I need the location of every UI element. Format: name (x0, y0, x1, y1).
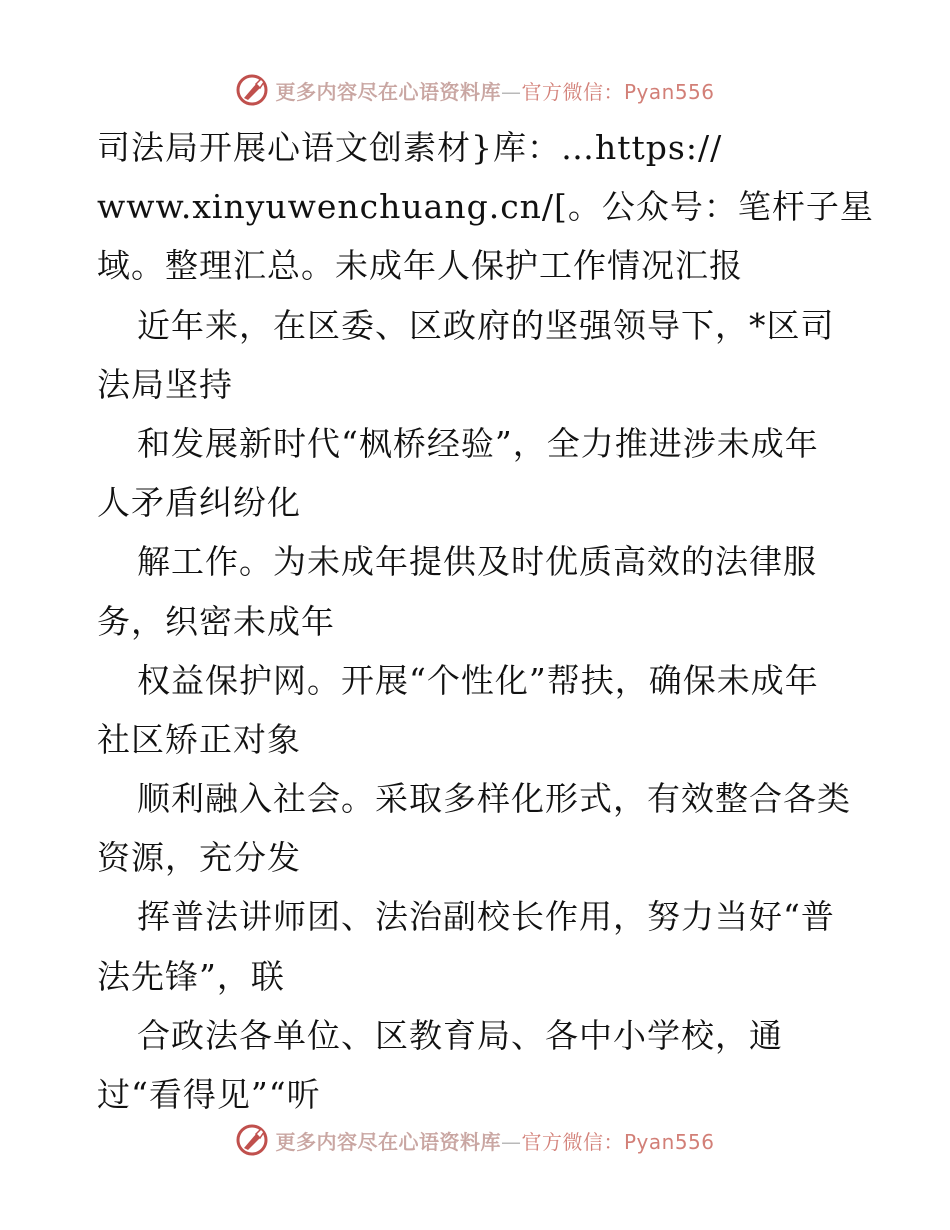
document-body (97, 118, 897, 1124)
banner-separator: — (500, 79, 522, 104)
paragraph-line: 近年来，在区委、区政府的坚强领导下，*区司 (137, 305, 835, 345)
paragraph-line: 和发展新时代“枫桥经验”，全力推进涉未成年 (137, 423, 819, 463)
banner-title: 更多内容尽在心语资料库 (275, 79, 501, 104)
text-line: 司法局开展心语文创素材}库：…https:// (97, 128, 723, 167)
banner-wechat-label: 官方微信： (521, 79, 624, 104)
banner-title: 更多内容尽在心语资料库 (275, 1129, 501, 1154)
text-line: 务，织密未成年 (97, 601, 335, 641)
text-line: www.xinyuwenchuang.cn/[。公众号：笔杆子星 (97, 187, 874, 227)
paragraph-line: 合政法各单位、区教育局、各中小学校，通 (137, 1015, 783, 1055)
text-line: 法局坚持 (97, 364, 233, 404)
banner-wechat-label: 官方微信： (521, 1129, 624, 1154)
pen-nib-logo-icon (235, 1123, 269, 1157)
text-line: 域。整理汇总。未成年人保护工作情况汇报 (97, 246, 743, 286)
text-line: 社区矫正对象 (97, 719, 301, 759)
text-line: 过“看得见”“听 (97, 1075, 321, 1114)
text-line: 人矛盾纠纷化 (97, 483, 301, 523)
text-line: 资源，充分发 (97, 838, 301, 878)
paragraph-line: 权益保护网。开展“个性化”帮扶，确保未成年 (137, 660, 819, 700)
pen-nib-logo-icon (235, 73, 269, 107)
header-watermark-banner (0, 70, 950, 110)
footer-watermark-banner (0, 1120, 950, 1160)
paragraph-line: 解工作。为未成年提供及时优质高效的法律服 (137, 542, 817, 582)
banner-wechat-id: Pyan556 (623, 1129, 715, 1154)
banner-wechat-id: Pyan556 (623, 79, 715, 104)
banner-separator: — (500, 1129, 522, 1154)
paragraph-line: 顺利融入社会。采取多样化形式，有效整合各类 (137, 779, 851, 819)
text-line: 法先锋”，联 (97, 956, 285, 996)
paragraph-line: 挥普法讲师团、法治副校长作用，努力当好“普 (137, 897, 835, 937)
